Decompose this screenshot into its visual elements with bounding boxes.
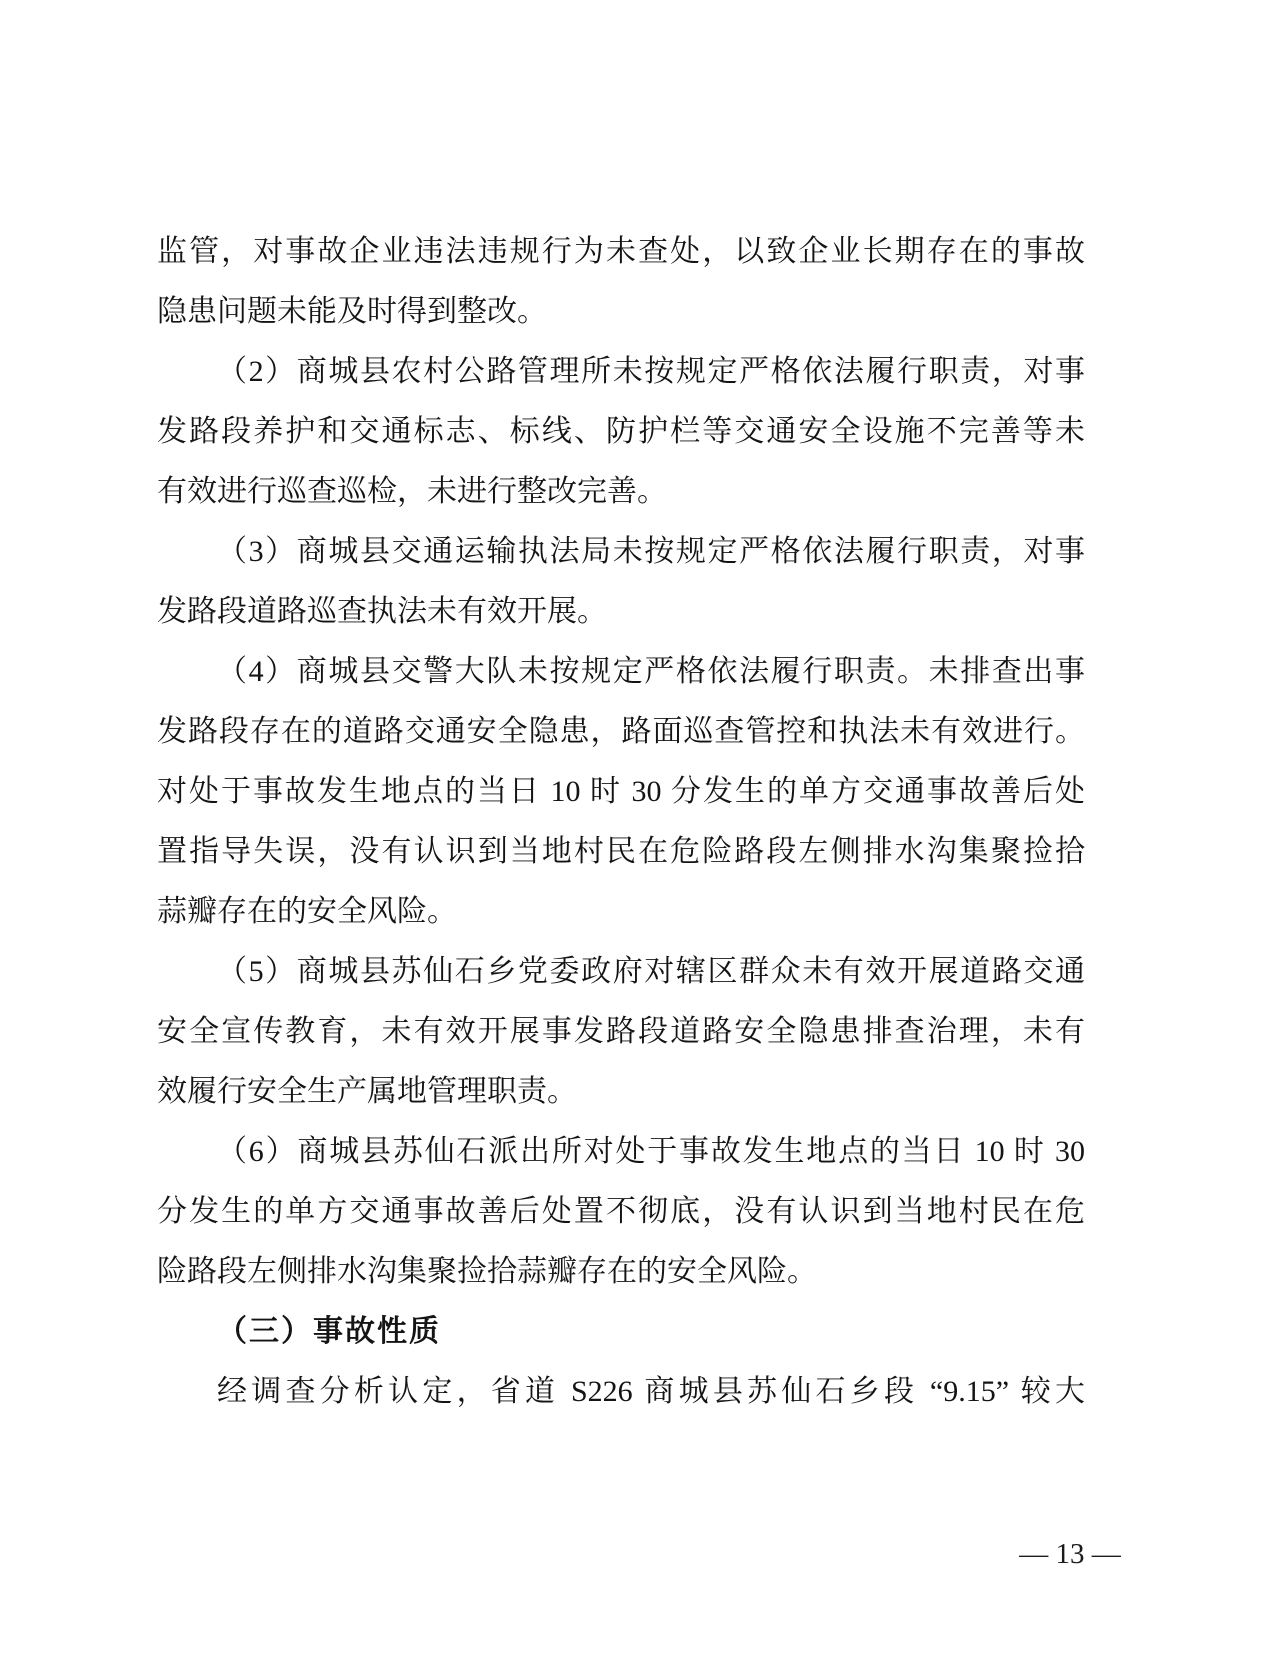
text-line: 经调查分析认定，省道 S226 商城县苏仙石乡段 “9.15” 较大 (217, 1375, 1085, 1408)
paragraph-item-5-township-government (157, 942, 1085, 1122)
text-line: （6）商城县苏仙石派出所对处于事故发生地点的当日 10 时 30 (217, 1135, 1085, 1168)
document-body (157, 222, 1085, 1422)
text-line: （5）商城县苏仙石乡党委政府对辖区群众未有效开展道路交通 (217, 955, 1085, 988)
text-line: 效履行安全生产属地管理职责。 (157, 1075, 577, 1108)
text-line: 隐患问题未能及时得到整改。 (157, 295, 547, 328)
text-line: 置指导失误，没有认识到当地村民在危险路段左侧排水沟集聚捡拾 (157, 835, 1085, 868)
paragraph-continuation-supervision (157, 222, 1085, 342)
paragraph-item-2-rural-highway-office (157, 342, 1085, 522)
paragraph-item-3-transport-law-enforcement (157, 522, 1085, 642)
text-line: 发路段道路巡查执法未有效开展。 (157, 595, 607, 628)
text-line: 蒜瓣存在的安全风险。 (157, 895, 457, 928)
text-line: 发路段存在的道路交通安全隐患，路面巡查管控和执法未有效进行。 (157, 715, 1085, 748)
text-line: 监管，对事故企业违法违规行为未查处，以致企业长期存在的事故 (157, 235, 1085, 268)
text-line: （2）商城县农村公路管理所未按规定严格依法履行职责，对事 (217, 355, 1085, 388)
paragraph-item-6-police-station (157, 1122, 1085, 1302)
heading-section-3-accident-nature (157, 1302, 1085, 1362)
page-number: — 13 — (1019, 1538, 1121, 1570)
text-line: 发路段养护和交通标志、标线、防护栏等交通安全设施不完善等未 (157, 415, 1085, 448)
text-line: 对处于事故发生地点的当日 10 时 30 分发生的单方交通事故善后处 (157, 775, 1085, 808)
text-line: （4）商城县交警大队未按规定严格依法履行职责。未排查出事 (217, 655, 1085, 688)
text-line: （3）商城县交通运输执法局未按规定严格依法履行职责，对事 (217, 535, 1085, 568)
text-line: （三）事故性质 (217, 1315, 441, 1348)
text-line: 险路段左侧排水沟集聚捡拾蒜瓣存在的安全风险。 (157, 1255, 817, 1288)
paragraph-item-4-traffic-police (157, 642, 1085, 942)
text-line: 有效进行巡查巡检，未进行整改完善。 (157, 475, 667, 508)
paragraph-conclusion-determination (157, 1362, 1085, 1422)
text-line: 安全宣传教育，未有效开展事发路段道路安全隐患排查治理，未有 (157, 1015, 1085, 1048)
text-line: 分发生的单方交通事故善后处置不彻底，没有认识到当地村民在危 (157, 1195, 1085, 1228)
